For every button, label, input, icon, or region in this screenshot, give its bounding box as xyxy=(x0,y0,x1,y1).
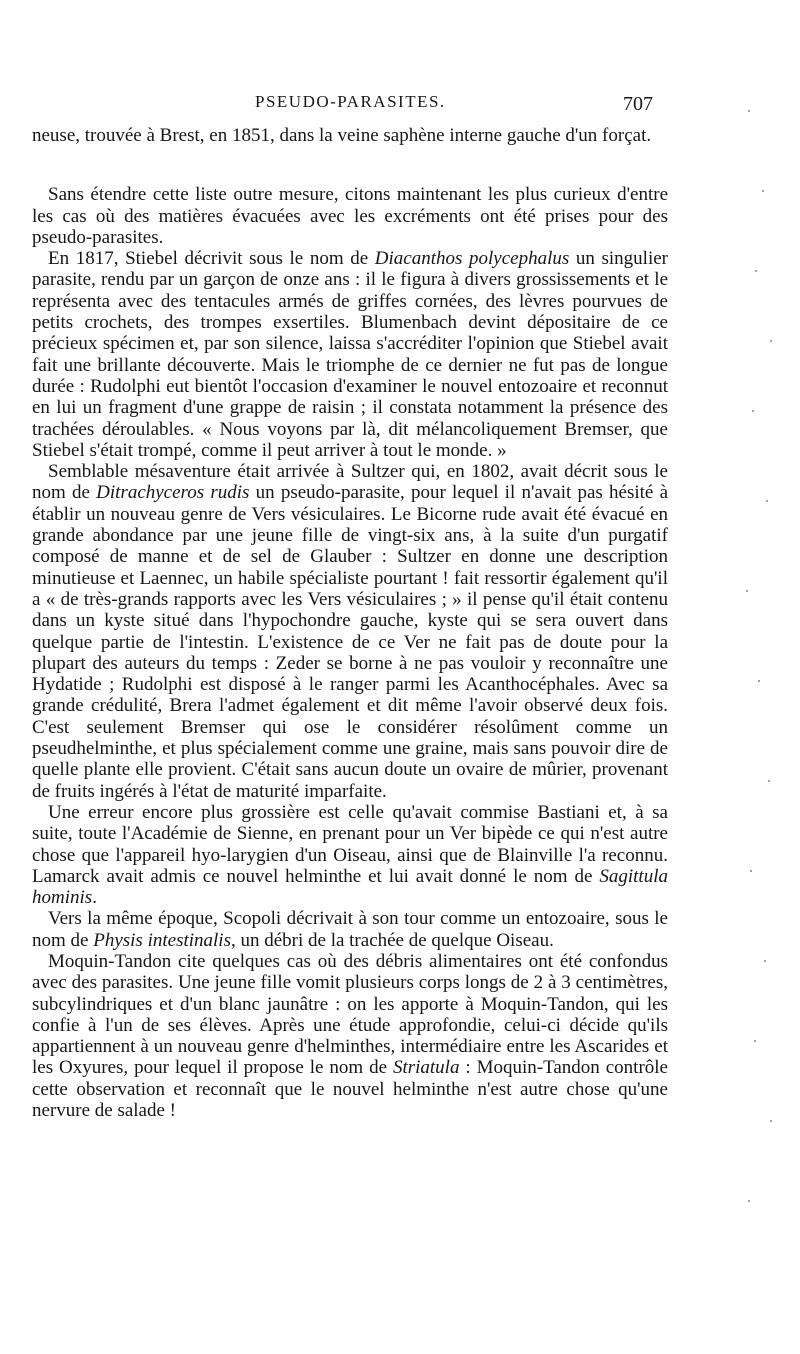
text-run: : Moquin-Tandon contrôle cette observation et reconnaît que le nouvel helminthe n'est autre chose qu'une nervure de salade ! xyxy=(32,1057,668,1122)
text-run: neuse, trouvée à Brest, en 1851, dans la veine saphène interne gauche d'un forçat. xyxy=(32,125,652,146)
paragraph-bastiani xyxy=(32,802,668,908)
text-run: En 1817, Stiebel décrivit sous le nom de xyxy=(48,248,375,270)
text-run: Vers la même époque, Scopoli décrivait à son tour comme un entozoaire, sous le nom de xyxy=(32,908,668,951)
text-run: , un débri de la trachée de quelque Oiseau. xyxy=(230,929,554,951)
taxon-name: Physis intestinalis xyxy=(93,929,231,951)
taxon-name: Diacanthos polycephalus xyxy=(374,248,570,270)
taxon-name: Striatula xyxy=(392,1057,460,1079)
text-run: Semblable mésaventure était arrivée à Sultzer qui, en 1802, avait décrit sous le nom de xyxy=(32,461,668,504)
scan-edge-specks xyxy=(740,80,780,1280)
paragraph-continuation xyxy=(32,125,668,146)
text-run: . xyxy=(92,887,97,909)
page-number: 707 xyxy=(623,93,653,115)
taxon-name: Sagittula hominis xyxy=(32,865,668,909)
paragraph-moquin-tandon xyxy=(32,951,668,1121)
text-run: un singulier parasite, rendu par un garçon de onze ans : il le figura à divers grossissements et le représenta avec des tentacules armés de griffes cornées, des lèvres pourvues de petits crochets, des trompes exsertiles. Blumenbach devint dépositaire de ce précieux spécimen et, par son silence, laissa s'accréditer l'opinion que Stiebel avait fait une brillante découverte. Mais le triomphe de ce dernier ne fut pas de longue durée : Rudolphi eut bientôt l'occasion d'examiner le nouvel entozoaire et reconnut en lui un fragment d'une grappe de raisin ; il constata notamment la présence des trachées déroulables. « Nous voyons par là, dit mélancoliquement Bremser, que Stiebel s'était trompé, comme il peut arriver à tout le monde. » xyxy=(32,248,669,461)
text-run: Sans étendre cette liste outre mesure, citons maintenant les plus curieux d'entre les cas où des matières évacuées avec les excréments ont été prises pour des pseudo-parasites. xyxy=(32,184,668,248)
text-run: un pseudo-parasite, pour lequel il n'avait pas hésité à établir un nouveau genre de Vers vésiculaires. Le Bicorne rude avait été évacué en grande abondance par une jeune fille de vingt-six ans, à la suite d'un purgatif composé de manne et de sel de Glauber : Sultzer en donne une description minutieuse et Laennec, un habile spécialiste pourtant ! fait ressortir également qu'il a « de très-grands rapports avec les Vers vésiculaires ; » il pense qu'il était contenu dans un kyste situé dans l'hypochondre gauche, kyste qui se sera ouvert dans quelque partie de l'intestin. L'existence de ce Ver ne fait pas de doute pour la plupart des auteurs du temps : Zeder se borne à ne pas vouloir y reconnaître une Hydatide ; Rudolphi est disposé à le ranger parmi les Acanthocéphales. Avec sa grande crédulité, Brera l'admet également et dit même l'avoir observé deux fois. C'est seulement Bremser qui ose le considérer résolûment comme un pseudhelminthe, et plus spécialement comme une graine, mais sans pouvoir dire de quelle plante elle provient. C'était sans aucun doute un ovaire de mûrier, provenant de fruits ingérés à l'état de maturité imparfaite. xyxy=(32,482,668,802)
paragraph-scopoli xyxy=(32,908,668,951)
paragraph-intro xyxy=(32,184,668,248)
body-text xyxy=(32,125,668,1121)
paragraph-stiebel xyxy=(32,248,668,461)
taxon-name: Ditrachyceros rudis xyxy=(96,482,250,504)
paragraph-sultzer xyxy=(32,461,668,802)
running-title: PSEUDO-PARASITES. xyxy=(255,92,446,111)
text-run: Une erreur encore plus grossière est celle qu'avait commise Bastiani et, à sa suite, toute l'Académie de Sienne, en prenant pour un Ver bipède ce qui n'est autre chose que l'appareil hyo-larygien d'un Oiseau, ainsi que de Blainville l'a reconnu. Lamarck avait admis ce nouvel helminthe et lui avait donné le nom de xyxy=(32,801,668,887)
text-run: Moquin-Tandon cite quelques cas où des débris alimentaires ont été confondus avec des parasites. Une jeune fille vomit plusieurs corps longs de 2 à 3 centimètres, subcylindriques et d'un blanc jaunâtre : on les apporte à Moquin-Tandon, qui les confie à l'un de ses élèves. Après une étude approfondie, celui-ci décide qu'ils appartiennent à un nouveau genre d'helminthes, intermédiaire entre les Ascarides et les Oxyures, pour lequel il propose le nom de xyxy=(32,950,668,1079)
